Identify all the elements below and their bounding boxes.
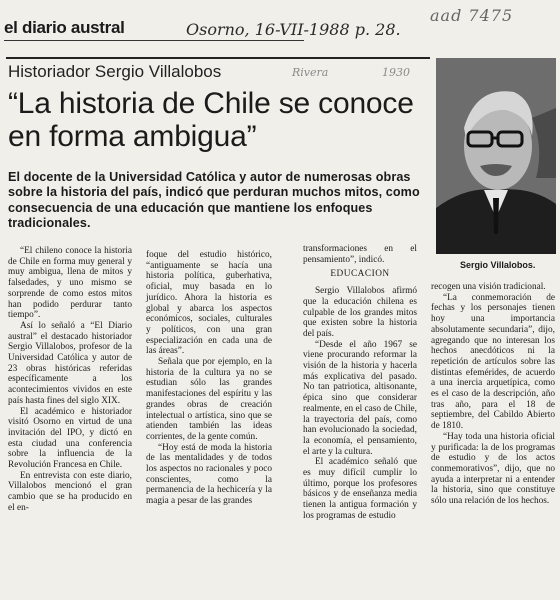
body-paragraph: El académico señaló que es muy difícil cumplir lo último, porque los profesores básicos y de enseñanza media tienen la antigua formación y los programas de estudio: [303, 457, 417, 521]
body-paragraph: transformaciones en el pensamiento”, indicó.: [303, 244, 417, 265]
body-paragraph: Señala que por ejemplo, en la historia de la cultura ya no se estudian sólo las grandes manifestaciones del espíritu y las grandes obras de creación intelectual o artística, sino que se atienden también las ideas corrientes, de la gente común.: [146, 357, 272, 442]
article-column-4: [431, 282, 555, 507]
portrait-illustration: [436, 58, 556, 254]
body-paragraph: Así lo señaló a “El Diario austral” el destacado historiador Sergio Villalobos, profesor de la Universidad Católica y autor de 23 obras históricas referidas específicamente a los acontecimientos vividos en este país hasta fines del siglo XIX.: [8, 320, 132, 406]
header-rule: [6, 57, 430, 59]
article-headline: “La historia de Chile se conoce en forma ambigua”: [8, 87, 414, 153]
article-kicker: Historiador Sergio Villalobos: [8, 62, 222, 81]
body-paragraph: “Hoy está de moda la historia de las mentalidades y de todos los aspectos no racionales y poco conscientes, como la permanencia de la hechicería y la magia a pesar de las grandes: [146, 442, 272, 507]
body-paragraph: “Hay toda una historia oficial y purificada: la de los programas de estudio y de los actos conmemorativos”, dijo, que no ayuda a interpretar ni a entender la historia, sino que constituye sólo una relación de los hechos.: [431, 431, 555, 507]
author-photo: [436, 58, 556, 254]
body-paragraph: En entrevista con este diario, Villalobos mencionó el gran cambio que se ha producido en el en-: [8, 470, 132, 513]
article-lede: El docente de la Universidad Católica y autor de numerosas obras sobre la historia del país, indicó que perduran muchos mitos, como consecuencia de una educación que mantiene los enfoques tradicionales.: [8, 170, 420, 230]
photo-caption: Sergio Villalobos.: [460, 260, 536, 270]
article-column-1: [8, 246, 132, 514]
body-paragraph: “El chileno conoce la historia de Chile en forma muy general y muy ambigua, llena de mitos y falsedades, y uno mismo se sorprende de como estos mitos han podido perdurar tanto tiempo”.: [8, 246, 132, 321]
body-paragraph: El académico e historiador visitó Osorno en virtud de una invitación del IPO, y dictó en esta ciudad una conferencia sobre la influencia de la Revolución Francesa en Chile.: [8, 406, 132, 471]
handwritten-date-note: Osorno, 16-VII-1988 p. 28.: [186, 20, 401, 39]
handwritten-name-note: Rivera: [292, 66, 329, 79]
handwritten-catalog-code: aad 7475: [430, 6, 514, 25]
handwritten-year-note: 1930: [382, 66, 410, 79]
body-paragraph: Sergio Villalobos afirmó que la educación chilena es culpable de los grandes mitos que existen sobre la historia del país.: [303, 286, 417, 339]
body-paragraph: recogen una visión tradicional.: [431, 282, 546, 292]
body-paragraph: “La conmemoración de fechas y los personajes tienen hoy una importancia absolutamente secundaria”, dijo, agregando que no interesan los hechos anecdóticos ni la repetición de artículos sobre las distintas efemérides, de acuerdo a una inercia arquetípica, como es el caso de la descripción, año tras año, para el 18 de septiembre, del Cabildo Abierto de 1810.: [431, 292, 555, 432]
masthead-logo: el diario austral: [4, 18, 125, 37]
body-paragraph: “Desde el año 1967 se viene procurando reformar la visión de la historia y hacerla más explicativa del pasado. No tan patriotica, altisonante, épica sino que considerar realmente, en el caso de Chile, la trayectoria del país, como han evolucionado la sociedad, la economía, el pensamiento, el arte y la cultura.: [303, 339, 417, 457]
body-paragraph: foque del estudio histórico, “antiguamente se hacía una historia política, guberhativa, oficial, muy basada en lo jurídico. Ahora la historia es global y abarca los aspectos económicos, sociales, culturales y políticos, con una gran especialización en cada una de las áreas”.: [146, 250, 272, 357]
article-column-2: [146, 250, 272, 507]
masthead-rule: [4, 40, 304, 41]
article-column-3: [303, 244, 417, 522]
section-subhead: EDUCACION: [330, 269, 390, 280]
